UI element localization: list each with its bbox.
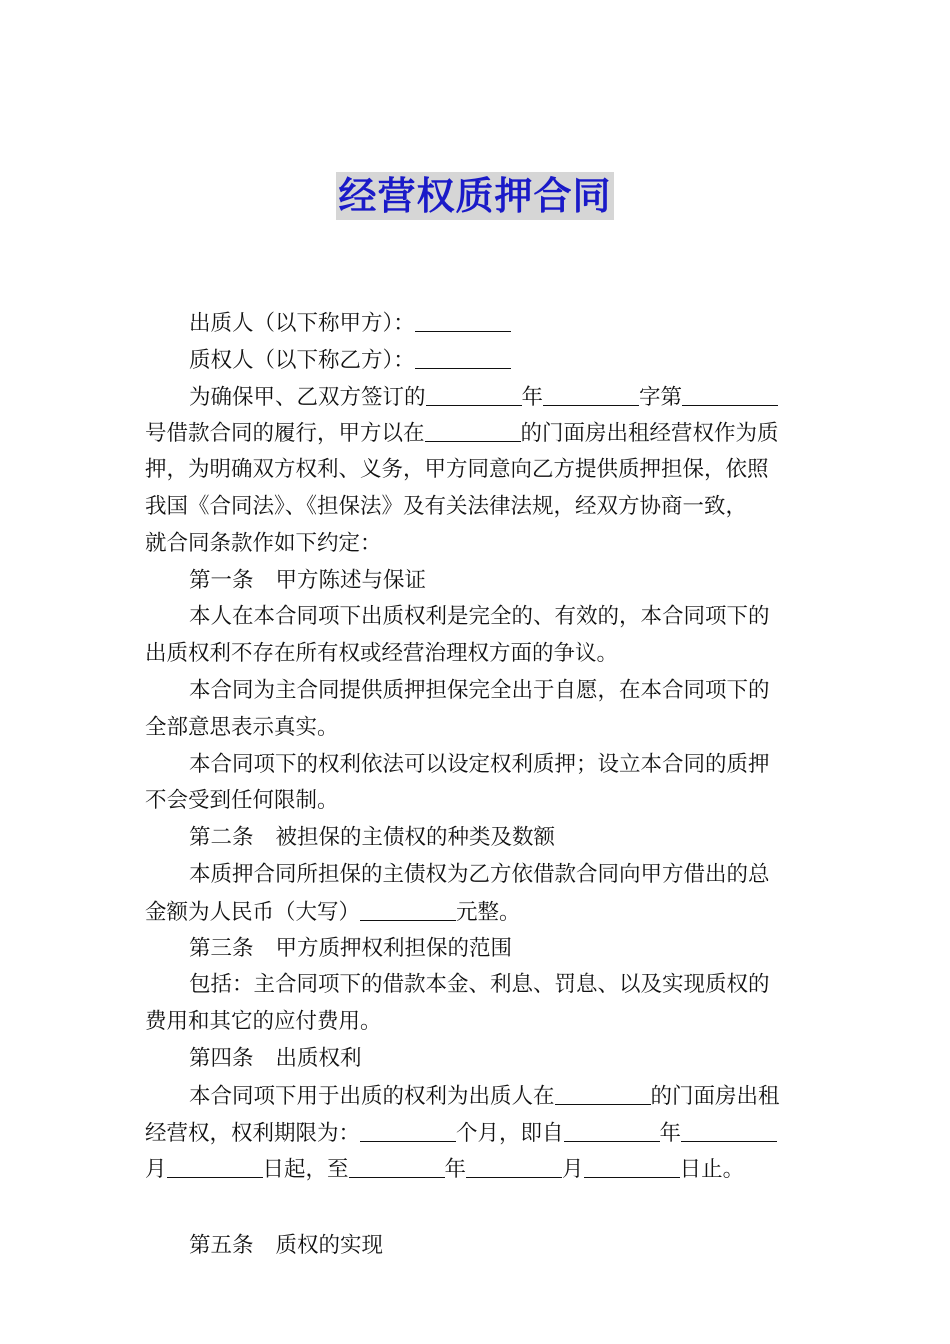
end-year-blank[interactable] (349, 1151, 445, 1178)
pledgee-blank[interactable] (415, 342, 511, 369)
article-4-line-2 (145, 1115, 809, 1152)
preamble-line-1 (145, 379, 809, 416)
end-month-blank[interactable] (466, 1151, 562, 1178)
loan-number-blank[interactable] (682, 379, 778, 406)
document-title-wrap (0, 172, 950, 220)
text: 第五条 (189, 1233, 254, 1259)
text: 月 (145, 1157, 167, 1183)
preamble-line-4: 我国《合同法》、《担保法》及有关法律法规，经双方协商一致， (145, 493, 748, 519)
preamble-line-2 (145, 415, 809, 452)
text: 金额为人民币（大写） (145, 899, 361, 925)
text: 第一条 (189, 567, 254, 593)
text: 本合同项下用于出质的权利为出质人在 (189, 1083, 555, 1109)
text: 为确保甲、乙双方签订的 (189, 384, 426, 410)
text: 日起，至 (262, 1157, 349, 1183)
pledgee-label: 质权人（以下称乙方）： (189, 347, 415, 373)
text: 的门面房出租 (650, 1083, 780, 1109)
text: 个月，即自 (456, 1120, 564, 1146)
end-day-blank[interactable] (584, 1151, 680, 1178)
text: 被担保的主债权的种类及数额 (275, 825, 556, 851)
pledgee-line (145, 342, 809, 379)
start-year-blank[interactable] (564, 1115, 660, 1142)
article-2-heading (145, 820, 809, 857)
text: 第四条 (189, 1045, 254, 1071)
article-5-heading (145, 1228, 809, 1265)
preamble-line-3: 押，为明确双方权利、义务，甲方同意向乙方提供质押担保，依照 (145, 457, 769, 483)
text: 第二条 (189, 825, 254, 851)
months-blank[interactable] (360, 1115, 456, 1142)
preamble-line-5: 就合同条款作如下约定： (145, 530, 382, 556)
article-1-line-5: 本合同项下的权利依法可以设定权利质押；设立本合同的质押 (189, 751, 770, 777)
article-1-heading (145, 563, 809, 600)
text: 的门面房出租经营权作为质 (520, 421, 779, 447)
article-3-line-2: 费用和其它的应付费用。 (145, 1009, 382, 1035)
text: 第三条 (189, 935, 254, 961)
loan-prefix-blank[interactable] (543, 379, 639, 406)
article-2-line-1: 本质押合同所担保的主债权为乙方依借款合同向甲方借出的总 (189, 861, 770, 887)
text: 年 (659, 1120, 682, 1146)
article-1-line-4: 全部意思表示真实。 (145, 714, 339, 740)
pledgor-label: 出质人（以下称甲方）： (189, 311, 415, 336)
amount-blank[interactable] (360, 894, 456, 921)
start-day-blank[interactable] (167, 1151, 263, 1178)
article-4-heading (145, 1041, 809, 1078)
text: 年 (521, 384, 544, 410)
article-1-line-1: 本人在本合同项下出质权利是完全的、有效的，本合同项下的 (189, 604, 770, 630)
article-1-line-3: 本合同为主合同提供质押担保完全出于自愿，在本合同项下的 (189, 677, 770, 703)
text: 质权的实现 (275, 1233, 384, 1259)
text: 甲方质押权利担保的范围 (275, 935, 513, 961)
text: 年 (444, 1157, 467, 1183)
text: 经营权，权利期限为： (145, 1120, 361, 1146)
article-1-line-6: 不会受到任何限制。 (145, 788, 339, 814)
loan-year-blank[interactable] (426, 379, 522, 406)
pledgor-blank[interactable] (415, 305, 511, 332)
location-blank[interactable] (425, 415, 521, 442)
text: 月 (562, 1157, 584, 1183)
text: 甲方陈述与保证 (275, 567, 427, 593)
spacer (145, 1188, 809, 1228)
document-title: 经营权质押合同 (338, 174, 612, 218)
shop-location-blank[interactable] (555, 1078, 651, 1105)
text: 号借款合同的履行，甲方以在 (145, 421, 425, 447)
article-3-line-1: 包括：主合同项下的借款本金、利息、罚息、以及实现质权的 (189, 972, 770, 998)
text: 元整。 (456, 899, 521, 925)
text: 字第 (639, 384, 683, 410)
pledgor-line (145, 305, 809, 342)
article-3-heading (145, 931, 809, 968)
start-month-blank[interactable] (681, 1115, 777, 1142)
article-4-line-3 (145, 1151, 809, 1188)
article-1-line-2: 出质权利不存在所有权或经营治理权方面的争议。 (145, 641, 619, 667)
article-2-line-2 (145, 894, 809, 931)
article-4-line-1 (145, 1078, 809, 1115)
text: 日止。 (679, 1157, 745, 1183)
text: 出质权利 (275, 1045, 362, 1071)
contract-body (145, 305, 809, 1265)
